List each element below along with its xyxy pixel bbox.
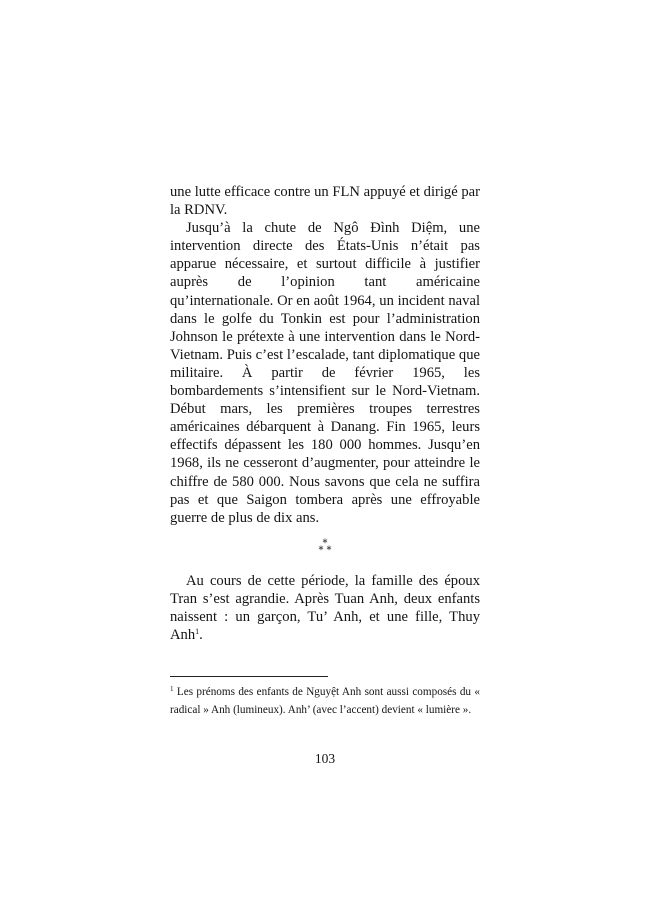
paragraph-1: une lutte efficace contre un FLN appuyé et dirigé par la RDNV. [170,184,480,219]
footnote [170,684,480,719]
svg-text:*: * [318,545,324,556]
footnote-marker: 1 [170,685,174,693]
paragraph-3-text: Au cours de cette période, la famille des époux Tran s’est agrandie. Après Tuan Anh, deux enfants naissent : un garçon, Tu’ Anh, et une fille, Thuy Anh [170,573,480,644]
footnote-divider [170,676,328,677]
svg-text:*: * [326,545,332,556]
page-number: 103 [314,751,336,766]
footnote-reference: 1 [195,627,200,637]
paragraph-3: Au cours de cette période, la famille des époux Tran s’est agrandie. Après Tuan Anh, deux enfants naissent : un garçon, Tu’ Anh, et une fille, Thuy Anh$^1$. [170,573,480,644]
main-text [170,183,480,527]
footnote-text: Les prénoms des enfants de Nguyệt Anh sont aussi composés du « radical » Anh (lumineux). Anh’ (avec l’accent) devient « lumière ». [170,686,481,716]
paragraph-2: Jusqu’à la chute de Ngô Đình Diệm, une intervention directe des États-Unis n’était pas apparue nécessaire, et surtout difficile à justifier auprès de l’opinion tant américaine qu’internationale. Or en août 1964, un incident naval dans le golfe du Tonkin est pour l’administration Johnson le prétexte à une intervention dans le Nord-Vietnam. Puis c’est l’escalade, tant diplomatique que militaire. À partir de février 1965, les bombardements s’intensifient sur le Nord-Vietnam. Début mars, les premières troupes terrestres américaines débarquent à Danang. Fin 1965, leurs effectifs dépassent les 180 000 hommes. Jusqu’en 1968, ils ne cesseront d’augmenter, pour atteindre le chiffre de 580 000. Nous savons que cela ne suffira pas et que Saigon tombera après une effroyable guerre de plus de dix ans. [170,220,480,526]
svg-text:*: * [322,538,328,549]
asterism-separator [310,537,340,557]
